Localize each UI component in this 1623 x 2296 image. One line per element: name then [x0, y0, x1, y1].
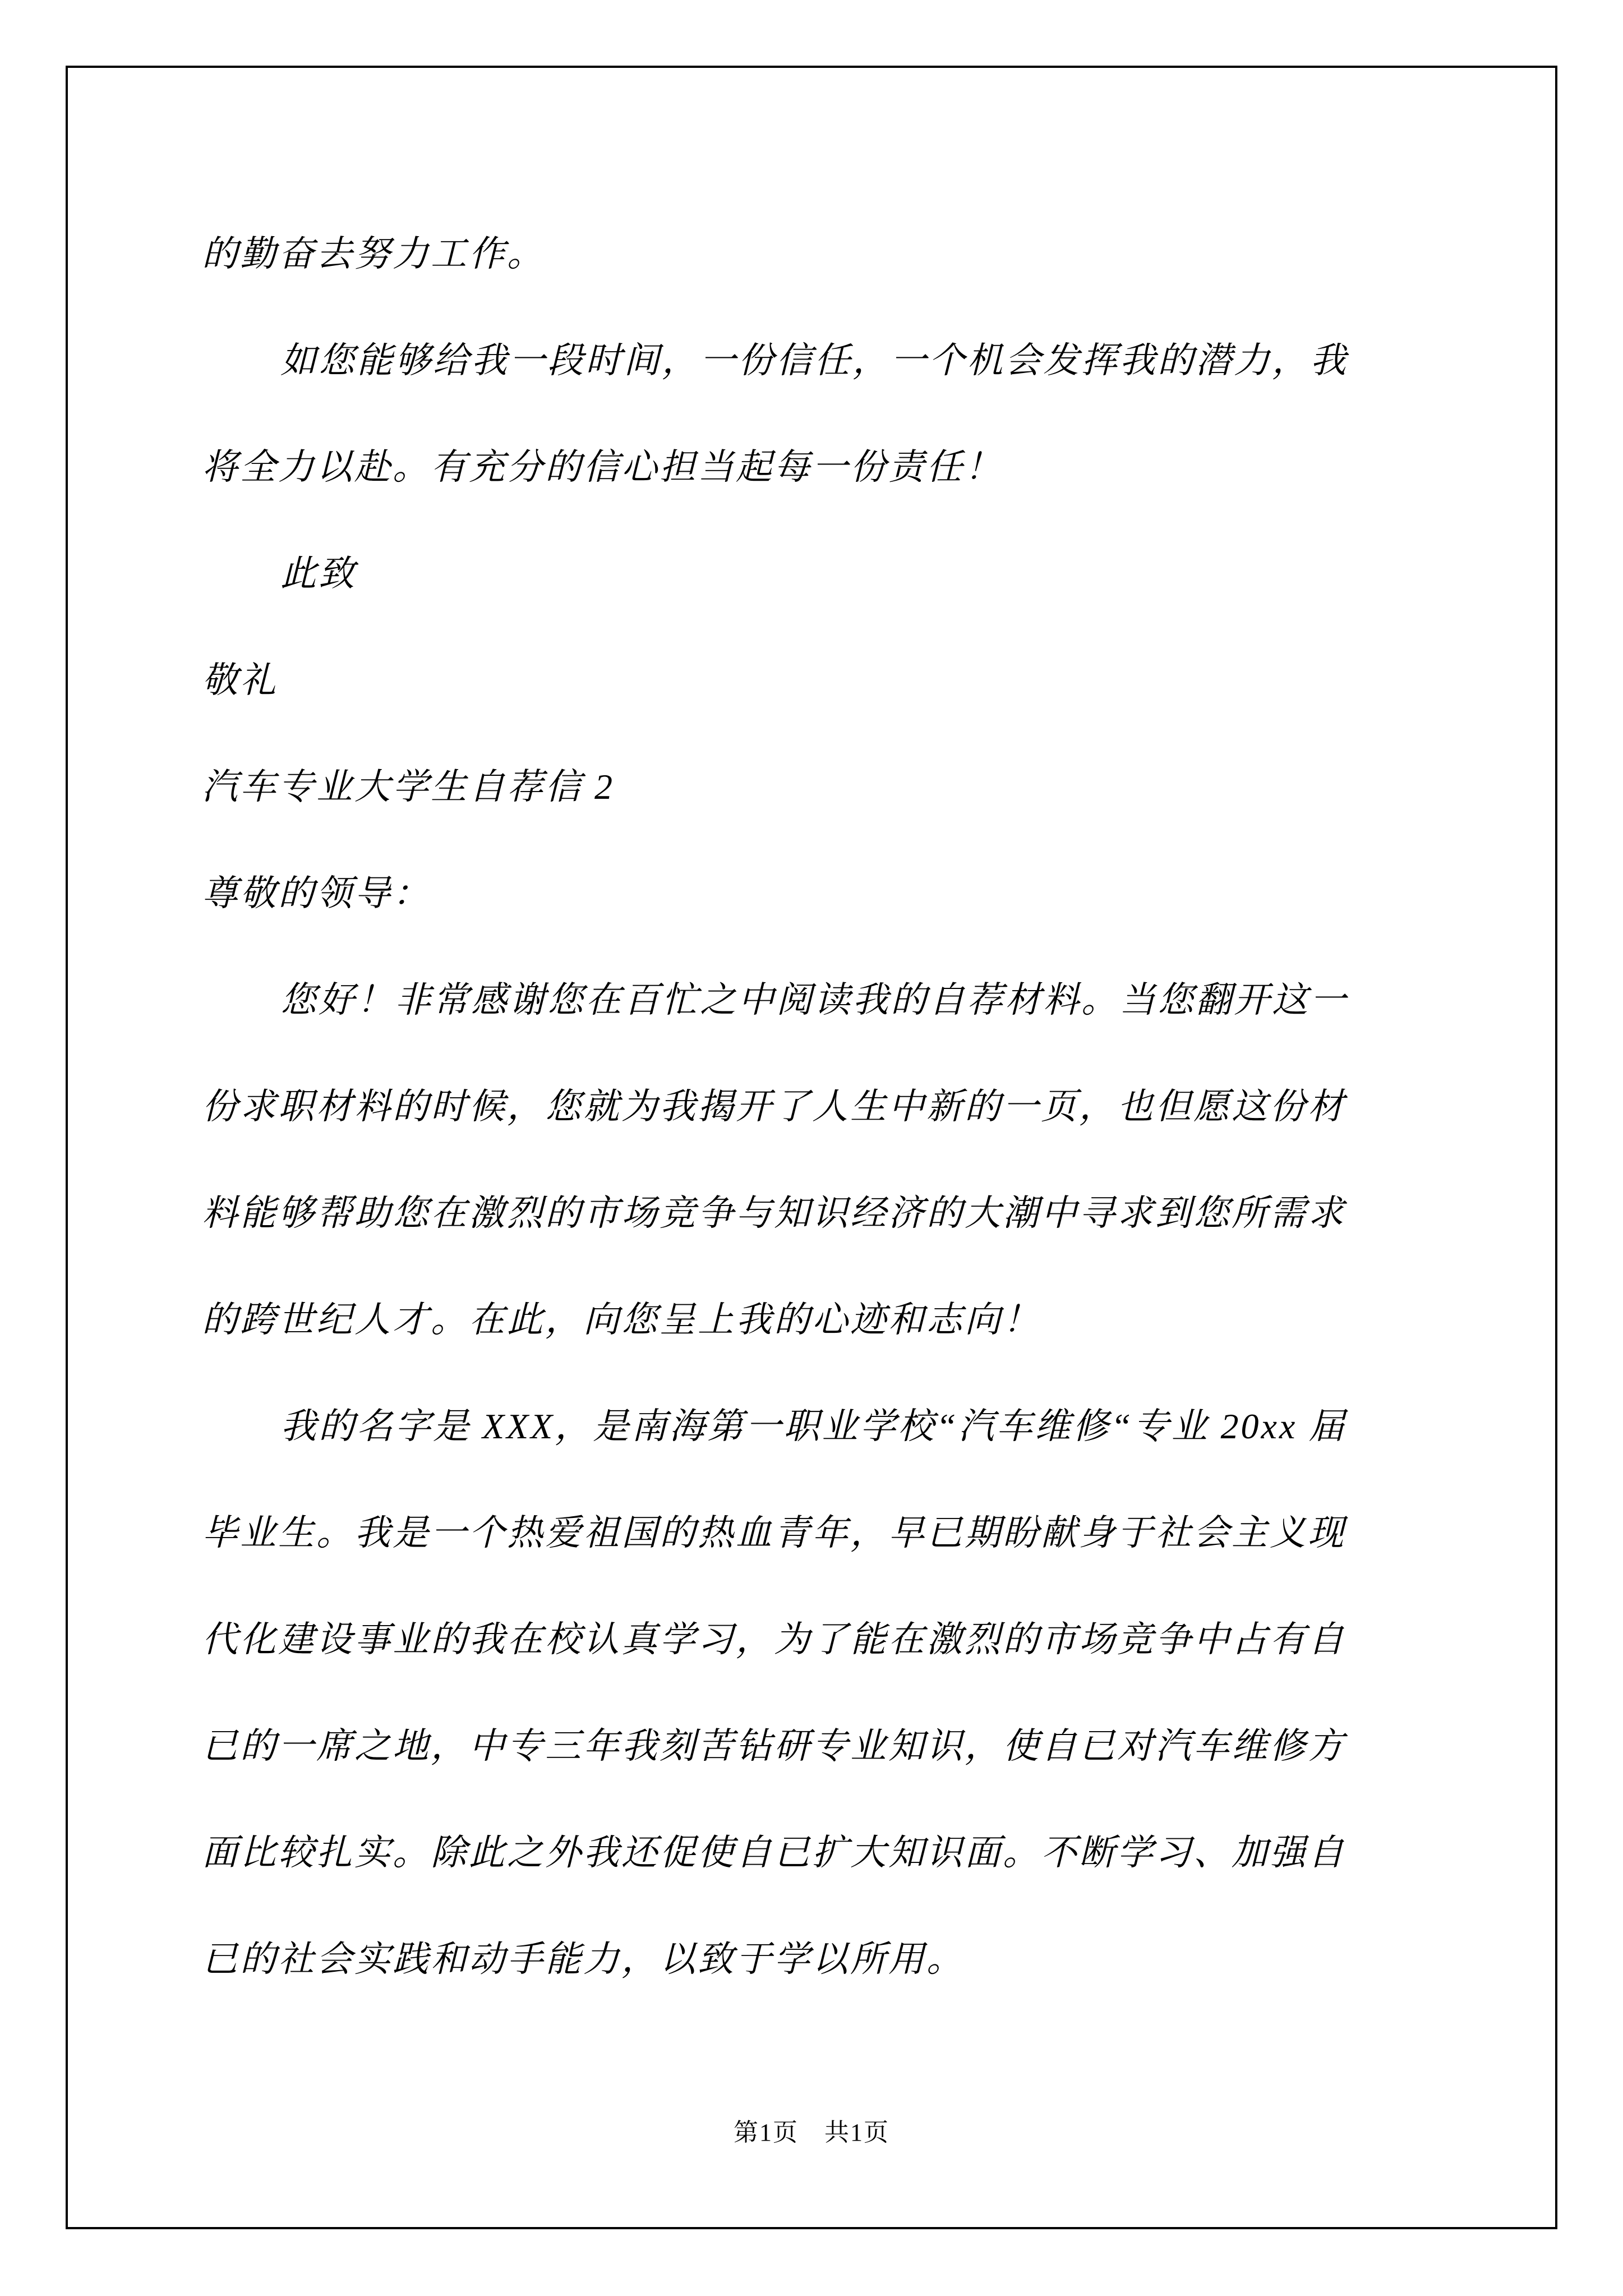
text-line: 的跨世纪人才。在此，向您呈上我的心迹和志向！	[202, 1300, 1041, 1340]
text-line: 如您能够给我一段时间，一份信任，一个机会发挥我的潜力，我	[280, 341, 1348, 380]
text-line: 此致	[280, 554, 357, 593]
text-line: 份求职材料的时候，您就为我揭开了人生中新的一页，也但愿这份材	[202, 1087, 1346, 1126]
text-line: 敬礼	[202, 660, 278, 700]
text-line: 我的名字是 XXX，是南海第一职业学校“汽车维修“专业 20xx 届	[280, 1406, 1347, 1446]
text-line: 毕业生。我是一个热爱祖国的热血青年，早已期盼献身于社会主义现	[202, 1513, 1346, 1553]
text-line: 面比较扎实。除此之外我还促使自已扩大知识面。不断学习、加强自	[202, 1833, 1346, 1872]
text-line: 料能够帮助您在激烈的市场竞争与知识经济的大潮中寻求到您所需求	[202, 1193, 1346, 1233]
text-line: 将全力以赴。有充分的信心担当起每一份责任！	[202, 447, 1003, 487]
text-line: 已的一席之地，中专三年我刻苦钻研专业知识，使自已对汽车维修方	[202, 1726, 1346, 1766]
text-line: 汽车专业大学生自荐信 2	[202, 767, 615, 807]
text-line: 的勤奋去努力工作。	[202, 234, 545, 274]
text-line: 已的社会实践和动手能力，以致于学以所用。	[202, 1939, 965, 1979]
letter-body	[202, 201, 1441, 2013]
text-line: 尊敬的领导：	[202, 873, 431, 913]
page-footer: 第1页 共1页	[734, 2119, 889, 2146]
text-line: 代化建设事业的我在校认真学习，为了能在激烈的市场竞争中占有自	[202, 1619, 1346, 1659]
text-line: 您好！非常感谢您在百忙之中阅读我的自荐材料。当您翻开这一	[280, 980, 1348, 1020]
